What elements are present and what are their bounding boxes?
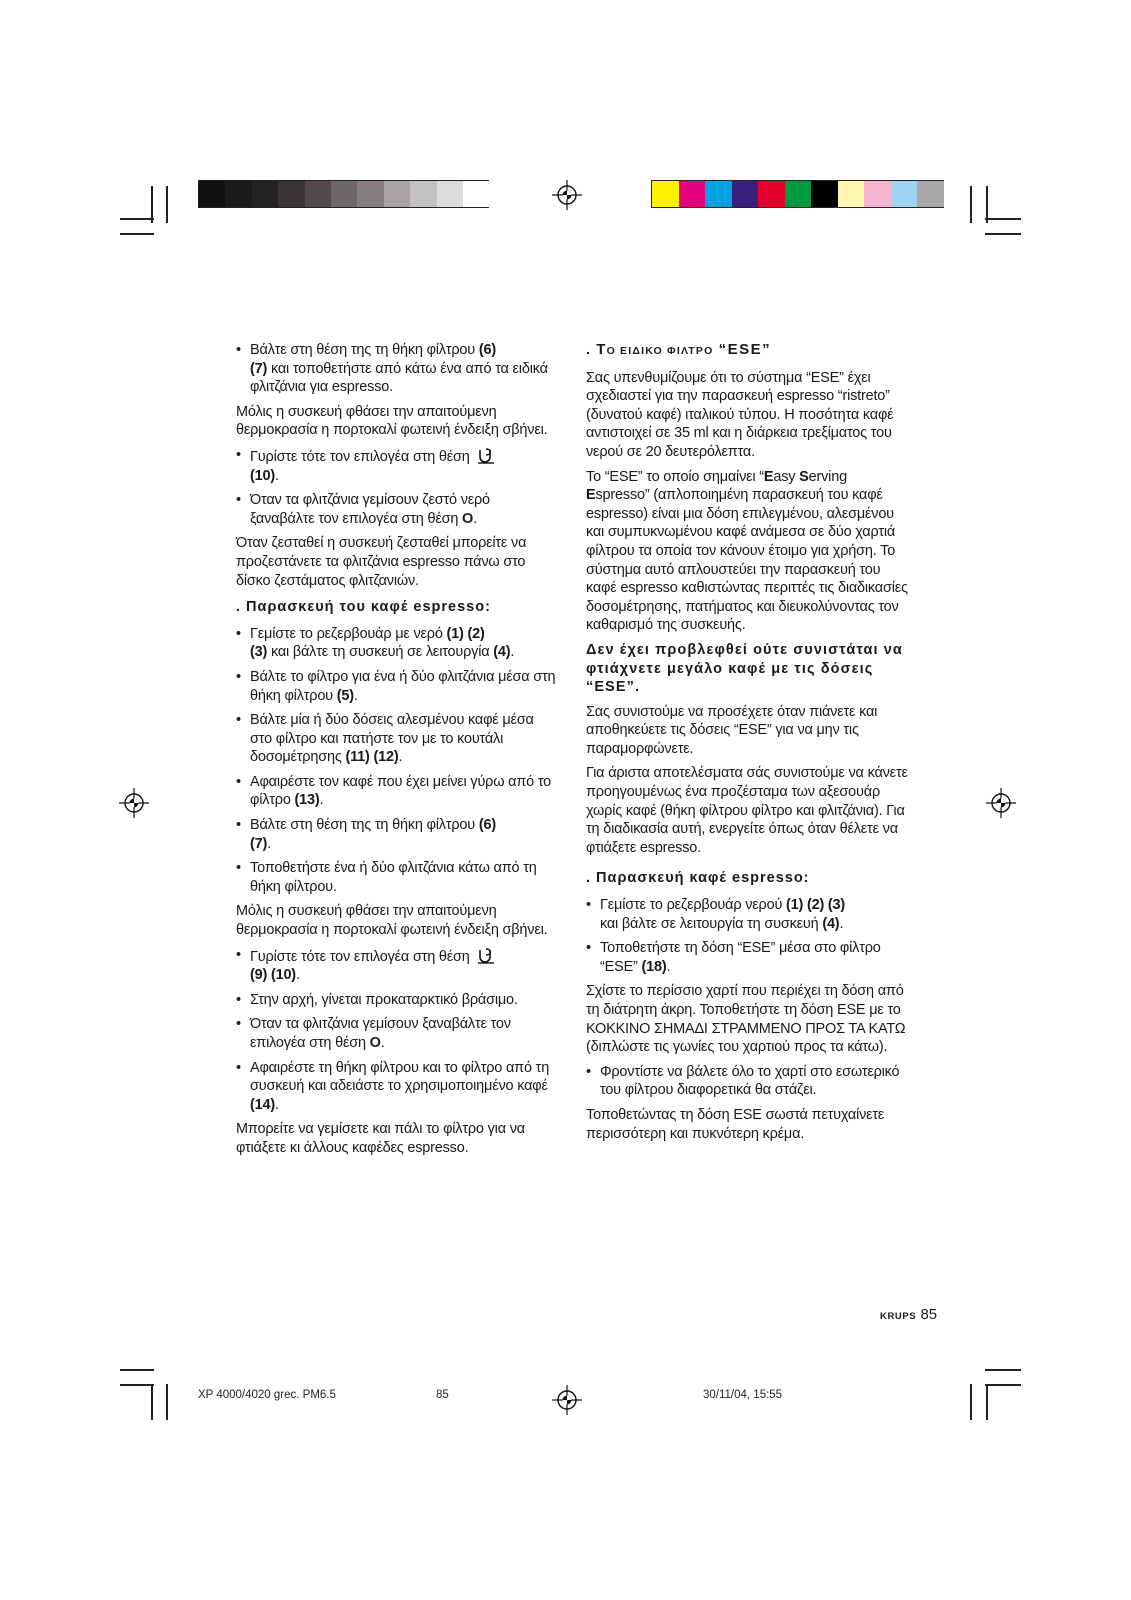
color-swatch — [758, 181, 785, 207]
color-swatch — [410, 181, 436, 207]
paragraph: Σας υπενθυμίζουμε ότι το σύστημα “ESE” έχει σχεδιαστεί για την παρασκευή espresso “ristreto” (δυνατού καφέ) ιταλικού τύπου. Η ποσότητα καφέ αντιστοιχεί σε 35 ml και η διάρκεια τρεξίματος του νερού σε 20 δευτερόλεπτα. — [586, 369, 894, 460]
color-swatch — [864, 181, 891, 207]
list-item: • Βάλτε στη θέση της τη θήκη φίλτρου (6) (7) και τοποθετήστε από κάτω ένα από τα ειδικά φλιτζάνια για espresso. — [236, 342, 548, 396]
paragraph: Μόλις η συσκευή φθάσει την απαιτούμενη θερμοκρασία η πορτοκαλί φωτεινή ένδειξη σβήνει. — [236, 403, 548, 439]
registration-mark-icon — [552, 180, 582, 210]
paragraph: Το “ESE” το οποίο σημαίνει “Easy Serving Espresso” (απλοποιημένη παρασκευή του καφέ espresso) είναι μια δόση επιλεγμένου, αλεσμένου και συμπυκνωμένου καφέ ανάμεσα σε δύο χαρτιά φίλτρου τα οποία τον κάνουν έτοιμο για χρήση. Το σύστημα αυτό απλουστεύει την παρασκευή του καφέ espresso καθιστώντας περιττές τις διαδικασίες δοσομέτρησης, πατήματος και διευκολύνοντας τον καθαρισμό της συσκευής. — [586, 468, 908, 634]
page-footer — [880, 1306, 937, 1323]
color-swatch — [278, 181, 304, 207]
color-swatch — [811, 181, 838, 207]
paragraph: Σχίστε το περίσσιο χαρτί που περιέχει τη δόση από τη διάτρητη άκρη. Τοποθετήστε τη δόση ESE με το ΚΟΚΚΙΝΟ ΣΗΜΑΔΙ ΣΤΡΑΜΜΕΝΟ ΠΡΟΣ ΤΑ ΚΑΤΩ (διπλώστε τις γωνίες του χαρτιού προς τα κάτω). — [586, 983, 906, 1056]
list-item: • Βάλτε το φίλτρο για ένα ή δύο φλιτζάνια μέσα στη θήκη φίλτρου (5). — [236, 668, 556, 704]
list-item: • Γυρίστε τότε τον επιλογέα στη θέση (9) (10). — [236, 946, 558, 985]
list-item: • Στην αρχή, γίνεται προκαταρκτικό βράσιμο. — [236, 991, 518, 1008]
list-item: • Αφαιρέστε τη θήκη φίλτρου και το φίλτρο από τη συσκευή και αδειάστε το χρησιμοποιημένο καφέ (14). — [236, 1059, 550, 1113]
color-swatch — [917, 181, 944, 207]
list-item: • Τοποθετήστε ένα ή δύο φλιτζάνια κάτω από τη θήκη φίλτρου. — [236, 860, 537, 895]
slug-file: XP 4000/4020 grec. PM6.5 — [198, 1389, 336, 1401]
registration-mark-icon — [119, 788, 149, 818]
list-item: • Βάλτε στη θέση της τη θήκη φίλτρου (6) (7). — [236, 817, 496, 852]
warning-text: Δεν έχει προβλεφθεί ούτε συνιστάται να φτιάχνετε μεγάλο καφέ με τις δόσεις “ESE”. — [586, 641, 903, 696]
list-item: • Γεμίστε το ρεζερβουάρ με νερό (1) (2) (3) και βάλτε τη συσκευή σε λειτουργία (4). — [236, 625, 515, 661]
paragraph: Για άριστα αποτελέσματα σάς συνιστούμε να κάνετε προηγουμένως ένα προζέσταμα των αξεσουάρ χωρίς καφέ (θήκη φίλτρου φίλτρο και φλιτζάνια). Για τη διαδικασία αυτή, ενεργείτε όπως όταν θέλετε να φτιάξετε espresso. — [586, 765, 908, 856]
list-item: • Τοποθετήστε τη δόση “ESE” μέσα στο φίλτρο “ESE” (18). — [586, 940, 881, 975]
section-heading: . Παρασκευή του καφέ espresso: — [236, 599, 491, 616]
paragraph: Μόλις η συσκευή φθάσει την απαιτούμενη θερμοκρασία η πορτοκαλί φωτεινή ένδειξη σβήνει. — [236, 903, 548, 939]
color-swatch — [384, 181, 410, 207]
paragraph: Μπορείτε να γεμίσετε και πάλι το φίλτρο για να φτιάξετε κι άλλους καφέδες espresso. — [236, 1121, 525, 1156]
color-swatch — [732, 181, 759, 207]
slug-date: 30/11/04, 15:55 — [703, 1389, 783, 1401]
page-number: 85 — [920, 1306, 938, 1323]
list-item: • Όταν τα φλιτζάνια γεμίσουν ξαναβάλτε τον επιλογέα στη θέση O. — [236, 1016, 511, 1051]
color-swatch — [357, 181, 383, 207]
left-column — [236, 341, 558, 1164]
color-swatch — [225, 181, 251, 207]
steam-symbol-icon — [476, 946, 502, 964]
color-swatch — [838, 181, 865, 207]
color-swatch — [679, 181, 706, 207]
color-swatch — [785, 181, 812, 207]
paragraph: Όταν ζεσταθεί η συσκευή ζεσταθεί μπορείτε να προζεστάνετε τα φλιτζάνια espresso πάνω στο δίσκο ζεστάματος φλιτζανιών. — [236, 535, 527, 589]
slug-page: 85 — [436, 1389, 449, 1401]
color-swatch — [437, 181, 463, 207]
color-swatch — [331, 181, 357, 207]
color-swatch — [652, 181, 679, 207]
section-heading: . ΤΟ ΕΙΔΙΚΟ ΦΙΛΤΡΟ “ESE” — [586, 341, 772, 358]
color-swatch — [252, 181, 278, 207]
color-swatch — [463, 181, 489, 207]
list-item: • Φροντίστε να βάλετε όλο το χαρτί στο εσωτερικό του φίλτρου διαφορετικά θα στάζει. — [586, 1063, 900, 1099]
list-item: • Γυρίστε τότε τον επιλογέα στη θέση (10). — [236, 446, 558, 485]
color-swatch — [705, 181, 732, 207]
paragraph: Σας συνιστούμε να προσέχετε όταν πιάνετε και αποθηκεύετε τις δόσεις “ESE” για να μην τις παραμορφώνετε. — [586, 703, 878, 757]
list-item: • Όταν τα φλιτζάνια γεμίσουν ζεστό νερό ξαναβάλτε τον επιλογέα στη θέση O. — [236, 492, 490, 527]
registration-mark-icon — [552, 1385, 582, 1415]
color-swatch — [891, 181, 918, 207]
list-item: • Βάλτε μία ή δύο δόσεις αλεσμένου καφέ μέσα στο φίλτρο και πατήστε τον με το κουτάλι δοσομέτρησης (11) (12). — [236, 712, 534, 766]
steam-symbol-icon — [476, 446, 502, 464]
registration-mark-icon — [986, 788, 1016, 818]
list-item: • Γεμίστε το ρεζερβουάρ νερού (1) (2) (3) και βάλτε σε λειτουργία τη συσκευή (4). — [586, 897, 846, 932]
color-swatch — [199, 181, 225, 207]
brand-logo: KRUPS — [880, 1311, 917, 1322]
right-column — [586, 341, 908, 1149]
color-swatch — [305, 181, 331, 207]
section-heading: . Παρασκευή καφέ espresso: — [586, 870, 810, 887]
paragraph: Τοποθετώντας τη δόση ESE σωστά πετυχαίνετε περισσότερη και πυκνότερη κρέμα. — [586, 1106, 885, 1142]
list-item: • Αφαιρέστε τον καφέ που έχει μείνει γύρω από το φίλτρο (13). — [236, 773, 552, 809]
